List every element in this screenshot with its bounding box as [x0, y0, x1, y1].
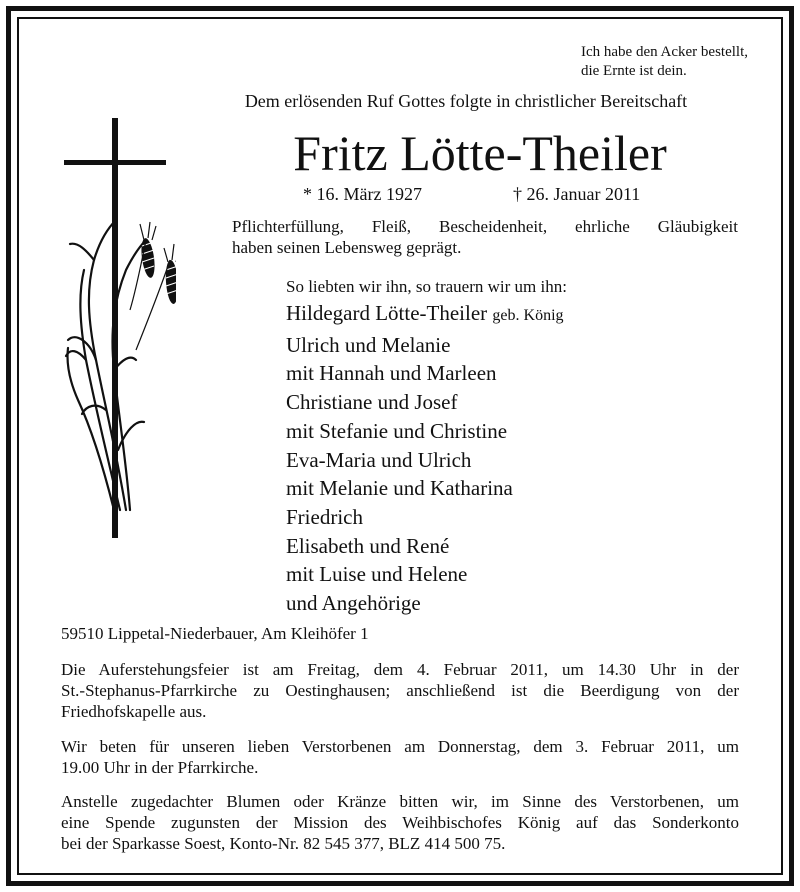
mourner-line: mit Melanie und Katharina [286, 476, 513, 501]
address: 59510 Lippetal-Niederbauer, Am Kleihöfer 1 [61, 624, 369, 643]
funeral-line: Friedhofskapelle aus. [61, 702, 207, 721]
mourner-line: Eva-Maria und Ulrich [286, 447, 472, 472]
mourner-line: mit Luise und Helene [286, 562, 468, 587]
funeral-notice [61, 659, 739, 722]
donation-notice [61, 791, 739, 854]
mourner-line: mit Hannah und Marleen [286, 361, 497, 386]
motto-line: die Ernte ist dein. [580, 63, 687, 79]
donation-line: bei der Sparkasse Soest, Konto-Nr. 82 545 377, BLZ 414 500 75. [61, 834, 506, 853]
widow-maiden-name: geb. König [492, 307, 564, 324]
widow-name: Hildegard Lötte-Theiler [286, 301, 488, 325]
cross-with-wheat-icon [56, 110, 176, 540]
motto-verse [581, 43, 748, 81]
donation-line: eine Spende zugunsten der Mission des Weihbischofes König auf das Sonderkonto [61, 813, 739, 832]
birth-date: * 16. März 1927 [303, 184, 422, 204]
intro-line [0, 91, 800, 112]
prayer-line: 19.00 Uhr in der Pfarrkirche. [61, 758, 259, 777]
mourner-line: Elisabeth und René [286, 533, 450, 558]
grief-line: So liebten wir ihn, so trauern wir um ihn: [286, 277, 567, 296]
virtues-line: haben seinen Lebensweg geprägt. [232, 238, 462, 257]
mourner-line: Ulrich und Melanie [286, 332, 451, 357]
intro-text: Dem erlösenden Ruf Gottes folgte in christlicher Bereitschaft [244, 91, 688, 111]
mourner-line: und Angehörige [286, 591, 421, 616]
deceased-name: Fritz Lötte-Theiler [293, 125, 667, 181]
death-date: † 26. Januar 2011 [513, 184, 641, 204]
prayer-line: Wir beten für unseren lieben Verstorbenen am Donnerstag, dem 3. Februar 2011, um [61, 737, 739, 756]
mourner-line: Christiane und Josef [286, 390, 458, 415]
virtues-text [232, 216, 738, 258]
motto-line: Ich habe den Acker bestellt, [580, 44, 748, 60]
donation-line: Anstelle zugedachter Blumen oder Kränze bitten wir, im Sinne des Verstorbenen, um [61, 792, 739, 811]
virtues-line: Pflichterfüllung, Fleiß, Bescheidenheit, ehrliche Gläubigkeit [232, 217, 738, 236]
mourners-list [286, 299, 564, 618]
widow [286, 299, 564, 331]
funeral-line: Die Auferstehungsfeier ist am Freitag, dem 4. Februar 2011, um 14.30 Uhr in der [61, 660, 739, 679]
mourner-line: mit Stefanie und Christine [286, 418, 508, 443]
mourner-line: Friedrich [286, 504, 363, 529]
prayer-notice [61, 736, 739, 778]
funeral-line: St.-Stephanus-Pfarrkirche zu Oestinghausen; anschließend ist die Beerdigung von der [61, 681, 739, 700]
